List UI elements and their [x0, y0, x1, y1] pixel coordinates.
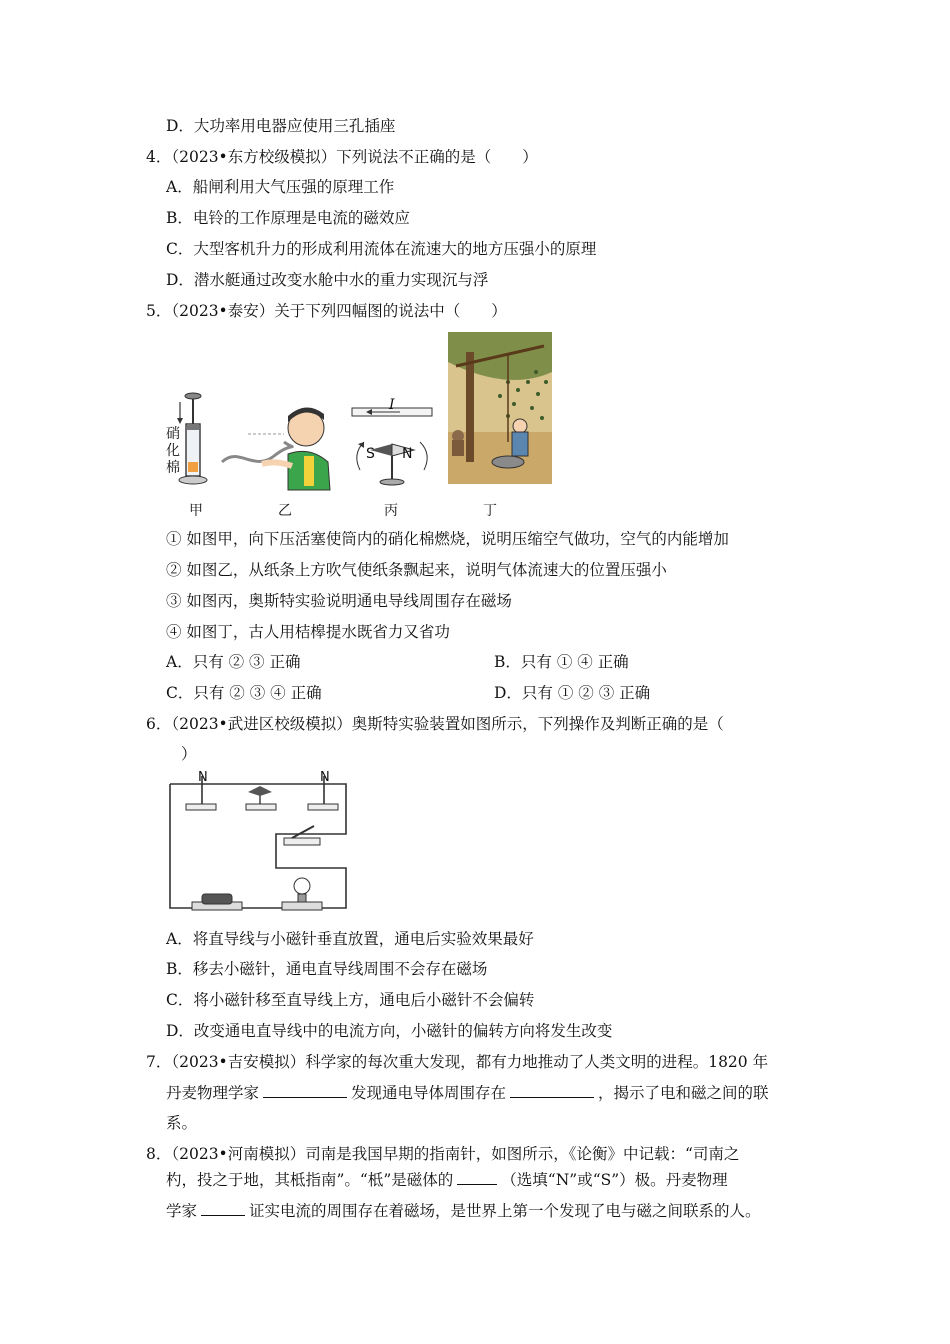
q7-text-a: 丹麦物理学家: [166, 1084, 260, 1102]
q8-line3: [166, 1200, 761, 1222]
q8-line2: [166, 1169, 728, 1191]
q4-option-b: B．电铃的工作原理是电流的磁效应: [166, 209, 410, 227]
compass-s-label: S: [366, 446, 375, 462]
cotton-label-3: 棉: [166, 460, 180, 476]
q6-stem-line2: ）: [181, 745, 197, 763]
q6-option-d: D．改变通电直导线中的电流方向，小磁针的偏转方向将发生改变: [166, 1022, 613, 1040]
circuit-n-right: N: [320, 770, 330, 785]
q8-text-b: （选填“N”或“S”）极。丹麦物理: [501, 1171, 728, 1189]
q7-line1: 7．（2023•吉安模拟）科学家的每次重大发现，都有力地推动了人类文明的进程。1820 年: [146, 1053, 769, 1071]
cotton-label-2: 化: [166, 443, 180, 459]
q5-statement-1: ① 如图甲，向下压活塞使筒内的硝化棉燃烧，说明压缩空气做功，空气的内能增加: [166, 530, 729, 548]
q8-text-d: 证实电流的周围存在着磁场，是世界上第一个发现了电与磁之间联系的人。: [249, 1202, 761, 1220]
q5-statement-4: ④ 如图丁，古人用桔槔提水既省力又省功: [166, 623, 450, 641]
well-sweep-figure: [448, 332, 552, 484]
q5-statement-2: ② 如图乙，从纸条上方吹气使纸条飘起来，说明气体流速大的位置压强小: [166, 561, 667, 579]
q7-line3: 系。: [166, 1114, 198, 1132]
q6-option-c: C．将小磁针移至直导线上方，通电后小磁针不会偏转: [166, 991, 535, 1009]
q6-stem-line1: 6．（2023•武进区校级模拟）奥斯特实验装置如图所示，下列操作及判断正确的是（: [146, 715, 724, 733]
current-label: I: [389, 397, 395, 413]
q7-line2: [166, 1082, 769, 1104]
q4-option-d: D．潜水艇通过改变水舱中水的重力实现沉与浮: [166, 271, 489, 289]
q8-blank-2[interactable]: [201, 1201, 245, 1216]
caption-ding: 丁: [483, 503, 497, 519]
q7-text-c: ，揭示了电和磁之间的联: [598, 1084, 769, 1102]
q5-option-c: C．只有 ② ③ ④ 正确: [166, 684, 322, 702]
q5-stem: 5．（2023•泰安）关于下列四幅图的说法中（ ）: [146, 302, 507, 320]
q7-blank-1[interactable]: [263, 1083, 347, 1098]
q4-option-a: A．船闸利用大气压强的原理工作: [166, 178, 395, 196]
boy-blowing-figure: [218, 402, 333, 492]
circuit-figure: [160, 770, 360, 920]
q5-option-d: D．只有 ① ② ③ 正确: [494, 684, 651, 702]
q8-line1: 8．（2023•河南模拟）司南是我国早期的指南针，如图所示，《论衡》中记载：“司南之: [146, 1145, 740, 1163]
q5-option-b: B．只有 ① ④ 正确: [494, 653, 629, 671]
q8-text-a: 杓，投之于地，其柢指南”。“柢”是磁体的: [166, 1171, 454, 1189]
q8-text-c: 学家: [166, 1202, 198, 1220]
caption-jia: 甲: [189, 503, 203, 519]
q8-blank-1[interactable]: [457, 1170, 497, 1185]
compass-n-label: N: [402, 446, 413, 462]
q4-stem: 4．（2023•东方校级模拟）下列说法不正确的是（ ）: [146, 148, 538, 166]
q4-option-c: C．大型客机升力的形成利用流体在流速大的地方压强小的原理: [166, 240, 597, 258]
q7-text-b: 发现通电导体周围存在: [351, 1084, 507, 1102]
q6-option-a: A．将直导线与小磁针垂直放置，通电后实验效果最好: [166, 930, 534, 948]
q6-option-b: B．移去小磁针，通电直导线周围不会存在磁场: [166, 960, 488, 978]
q5-option-a: A．只有 ② ③ 正确: [166, 653, 301, 671]
caption-bing: 丙: [384, 503, 398, 519]
cotton-label-1: 硝: [166, 426, 180, 442]
circuit-n-left: N: [198, 770, 208, 785]
q3-option-d: D．大功率用电器应使用三孔插座: [166, 117, 396, 135]
q7-blank-2[interactable]: [510, 1083, 594, 1098]
q5-statement-3: ③ 如图丙，奥斯特实验说明通电导线周围存在磁场: [166, 592, 512, 610]
caption-yi: 乙: [278, 503, 292, 519]
